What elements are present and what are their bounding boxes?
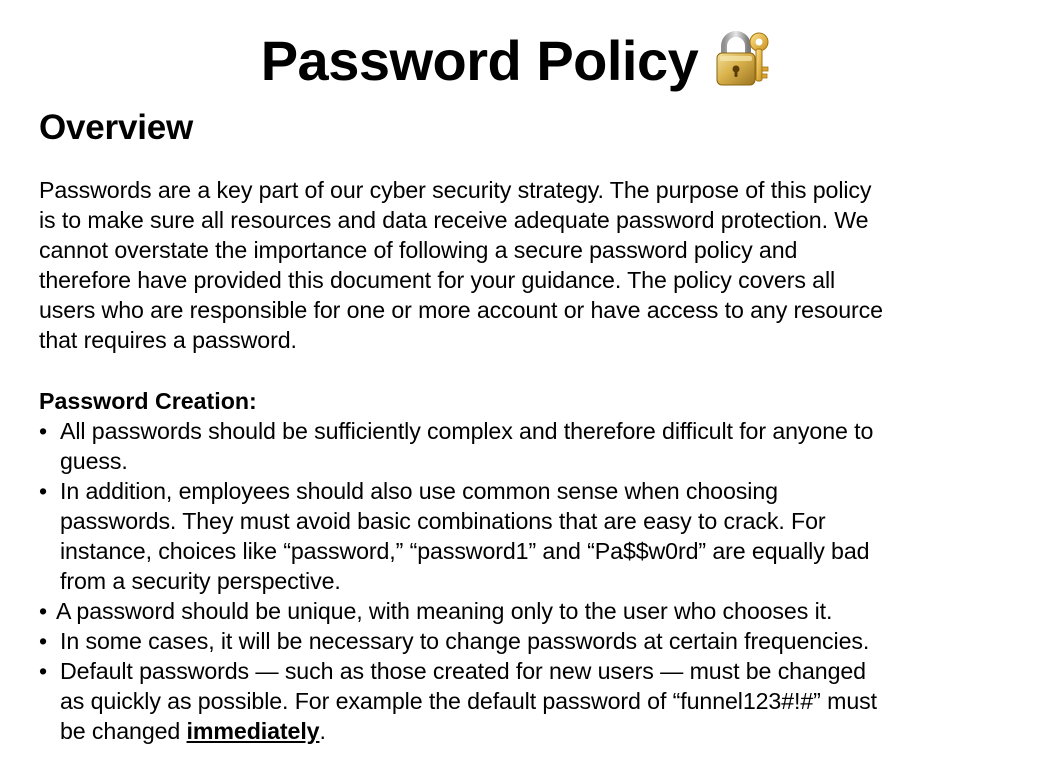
- list-item-line: All passwords should be sufficiently complex and therefore difficult for anyone to: [60, 418, 874, 444]
- lock-with-key-icon: [712, 29, 774, 89]
- list-item-line: A password should be unique, with meaning only to the user who chooses it.: [56, 598, 833, 624]
- list-item-line: Default passwords — such as those created for new users — must be changed: [60, 658, 866, 684]
- password-creation-list: [39, 416, 1039, 746]
- bullet-dot: •: [39, 598, 48, 624]
- overview-line: Passwords are a key part of our cyber security strategy. The purpose of this policy: [39, 177, 872, 203]
- list-item-line: instance, choices like “password,” “password1” and “Pa$$w0rd” are equally bad: [60, 538, 870, 564]
- list-item-line: In addition, employees should also use common sense when choosing: [60, 478, 778, 504]
- list-item-line: as quickly as possible. For example the default password of “funnel123#!#” must: [60, 688, 877, 714]
- overview-line: cannot overstate the importance of following a secure password policy and: [39, 237, 798, 263]
- list-item: [39, 476, 1039, 596]
- title-row: [0, 28, 1055, 94]
- bullet-dot: •: [39, 418, 48, 444]
- text-fragment: be changed: [60, 718, 187, 744]
- overview-line: users who are responsible for one or more account or have access to any resource: [39, 297, 883, 323]
- page-title: Password Policy: [260, 29, 699, 92]
- list-item-last-line: [60, 716, 1039, 746]
- list-item-line: guess.: [60, 448, 128, 474]
- bullet-dot: •: [39, 658, 48, 684]
- text-fragment: .: [319, 718, 326, 744]
- password-creation-heading: Password Creation:: [39, 388, 257, 414]
- overview-line: therefore have provided this document for your guidance. The policy covers all: [39, 267, 836, 293]
- list-item-line: from a security perspective.: [60, 568, 341, 594]
- overview-heading: Overview: [39, 108, 194, 147]
- overview-paragraph: [39, 175, 1029, 355]
- bullet-dot: •: [39, 628, 48, 654]
- immediately-emphasis: immediately: [186, 718, 320, 744]
- list-item: [39, 596, 1039, 626]
- list-item-line: In some cases, it will be necessary to change passwords at certain frequencies.: [60, 628, 870, 654]
- list-item: [39, 626, 1039, 656]
- list-item: [39, 656, 1039, 746]
- bullet-dot: •: [39, 478, 48, 504]
- overview-line: that requires a password.: [39, 327, 297, 353]
- overview-line: is to make sure all resources and data receive adequate password protection. We: [39, 207, 869, 233]
- list-item: [39, 416, 1039, 476]
- list-item-line: passwords. They must avoid basic combinations that are easy to crack. For: [60, 508, 826, 534]
